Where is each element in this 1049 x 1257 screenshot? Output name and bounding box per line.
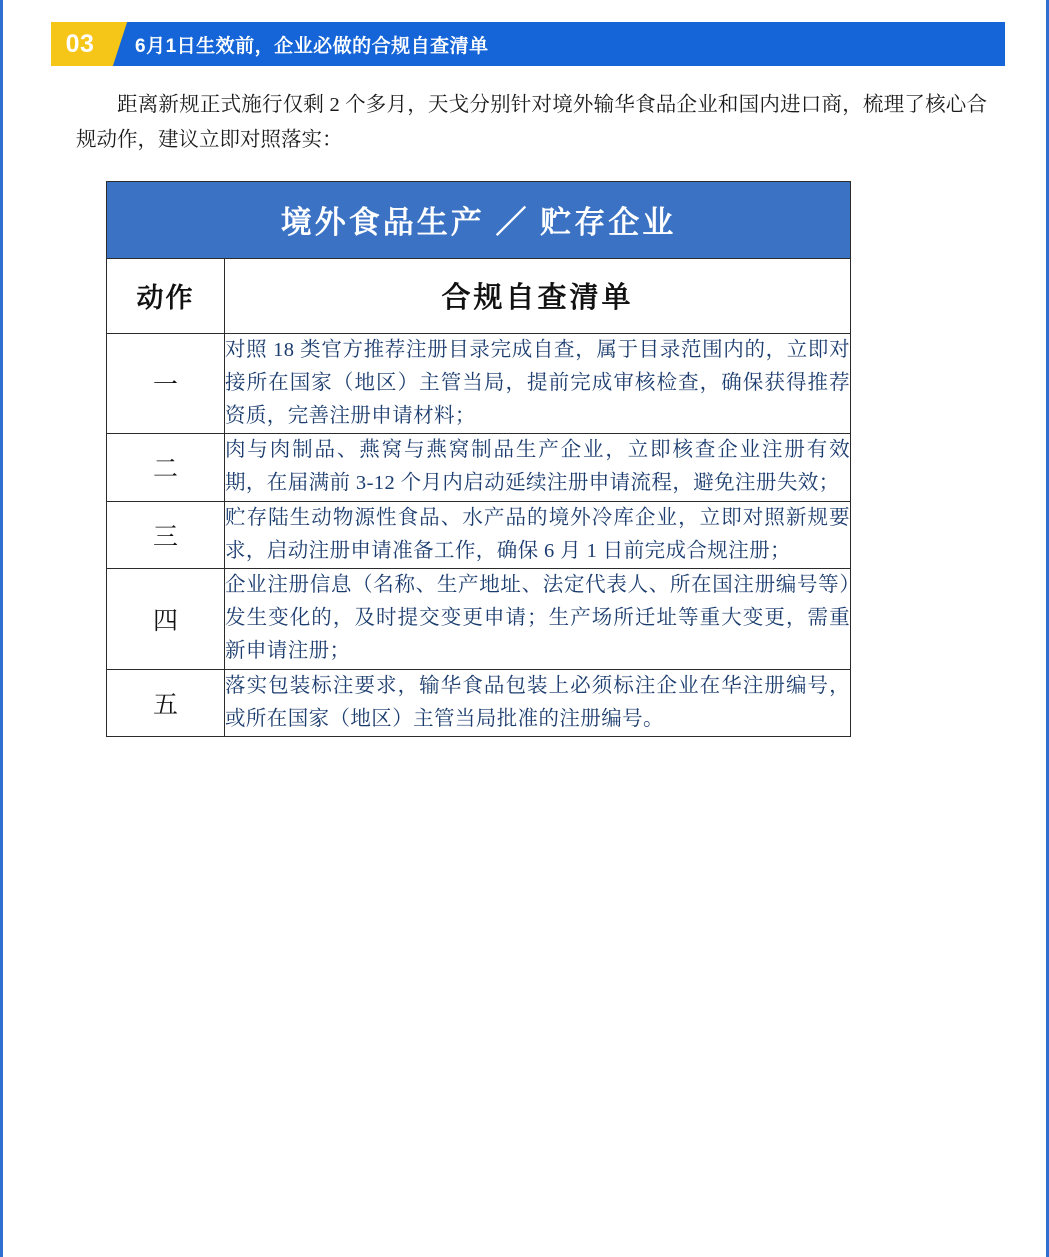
section-number-badge: 03 [51,22,109,66]
section-title: 6月1日生效前，企业必做的合规自查清单 [135,35,489,57]
section-title-bar [109,22,1005,66]
row-index: 五 [107,669,225,736]
table-title-row [107,181,851,258]
row-text: 肉与肉制品、燕窝与燕窝制品生产企业，立即核查企业注册有效期，在届满前 3-12 个月内启动延续注册申请流程，避免注册失效； [225,434,851,501]
table-row [107,333,851,434]
section-header [51,22,1005,66]
row-text: 贮存陆生动物源性食品、水产品的境外冷库企业，立即对照新规要求，启动注册申请准备工作，确保 6 月 1 日前完成合规注册； [225,501,851,568]
row-text: 对照 18 类官方推荐注册目录完成自查，属于目录范围内的，立即对接所在国家（地区）主管当局，提前完成审核检查，确保获得推荐资质，完善注册申请材料； [225,333,851,434]
intro-paragraph: 距离新规正式施行仅剩 2 个多月，天戈分别针对境外输华食品企业和国内进口商，梳理了核心合规动作，建议立即对照落实： [76,94,987,152]
row-index: 四 [107,568,225,669]
column-header-action: 动作 [107,258,225,333]
table-column-header-row [107,258,851,333]
checklist-table [106,181,851,737]
table-row [107,568,851,669]
row-index: 二 [107,434,225,501]
checklist-table-wrapper [106,181,851,737]
column-header-checklist: 合规自查清单 [225,258,851,333]
table-row [107,501,851,568]
table-row [107,434,851,501]
row-index: 三 [107,501,225,568]
page-content [3,22,1046,737]
table-title: 境外食品生产 ／ 贮存企业 [107,181,851,258]
row-index: 一 [107,333,225,434]
row-text: 企业注册信息（名称、生产地址、法定代表人、所在国注册编号等）发生变化的，及时提交变更申请；生产场所迁址等重大变更，需重新申请注册； [225,568,851,669]
row-text: 落实包装标注要求，输华食品包装上必须标注企业在华注册编号，或所在国家（地区）主管当局批准的注册编号。 [225,669,851,736]
table-row [107,669,851,736]
